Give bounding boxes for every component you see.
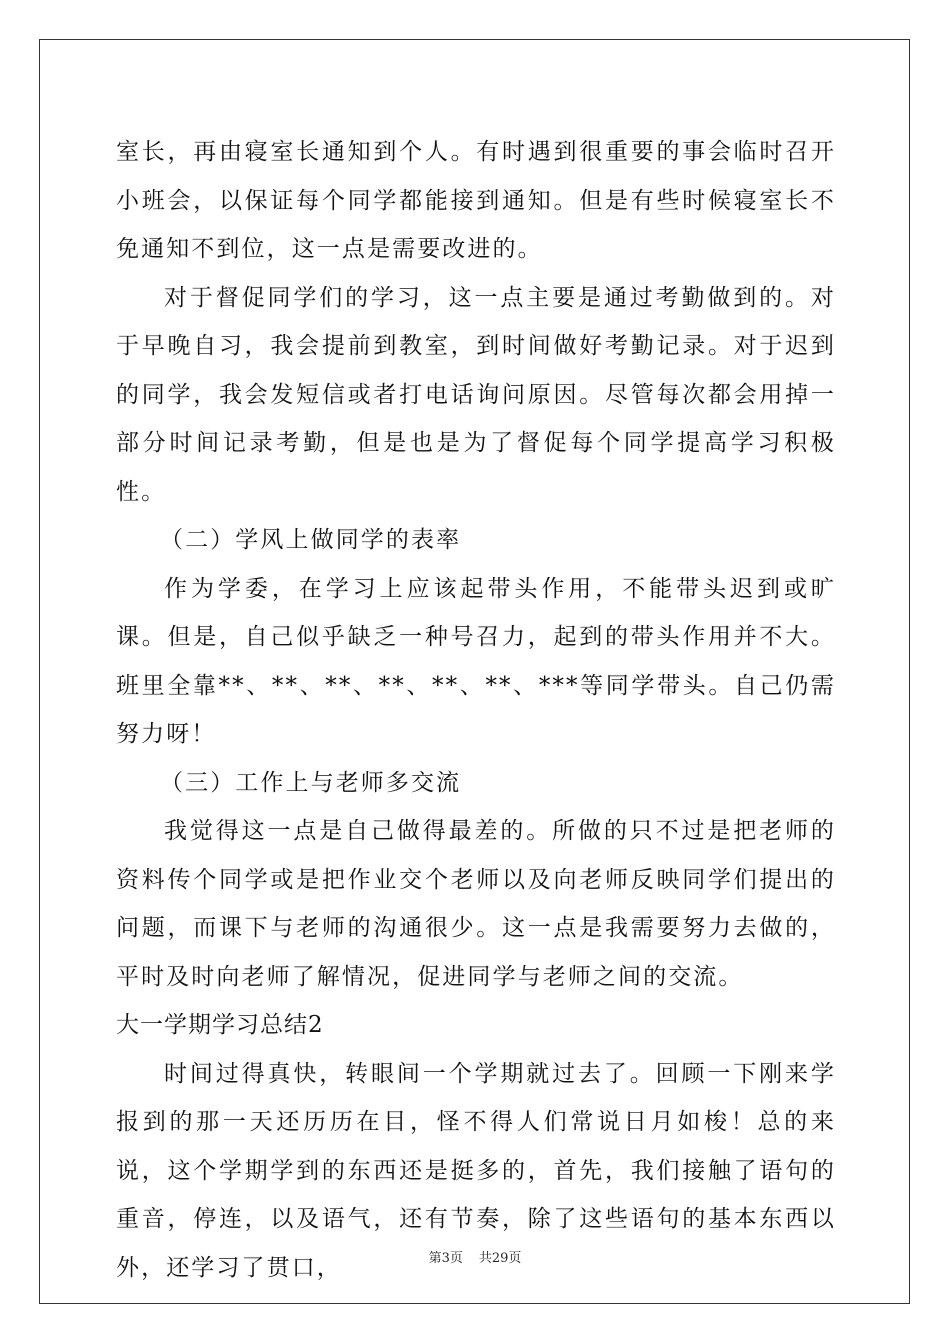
paragraph-attendance: 对于督促同学们的学习，这一点主要是通过考勤做到的。对于早晚自习，我会提前到教室，到时间做好考勤记录。对于迟到的同学，我会发短信或者打电话询问原因。尽管每次都会用掉一部分时间记录考勤，但是也是为了督促每个同学提高学习积极性。	[116, 284, 836, 505]
subheading-teacher-communication: （三）工作上与老师多交流	[160, 769, 462, 796]
paragraph-semester-review: 时间过得真快，转眼间一个学期就过去了。回顾一下刚来学报到的那一天还历历在目，怪不得人们常说日月如梭！总的来说，这个学期学到的东西还是挺多的，首先，我们接触了语句的重音，停连，以及语气，还有节奏，除了这些语句的基本东西以外，还学习了贯口，	[116, 1060, 836, 1281]
page-number: 第3页	[428, 1251, 463, 1266]
page-footer	[0, 1247, 950, 1266]
page-total: 共29页	[478, 1251, 522, 1266]
subheading-study-style: （二）学风上做同学的表率	[160, 527, 462, 553]
section-title: 大一学期学习总结2	[116, 1012, 324, 1038]
paragraph-continuation: 室长，再由寝室长通知到个人。有时遇到很重要的事会临时召开小班会，以保证每个同学都能接到通知。但是有些时候寝室长不免通知不到位，这一点是需要改进的。	[116, 139, 836, 262]
document-body	[116, 128, 836, 1292]
paragraph-teacher-communication: 我觉得这一点是自己做得最差的。所做的只不过是把老师的资料传个同学或是把作业交个老师以及向老师反映同学们提出的问题，而课下与老师的沟通很少。这一点是我需要努力去做的，平时及时向老师了解情况，促进同学与老师之间的交流。	[116, 818, 836, 990]
paragraph-role-model: 作为学委，在学习上应该起带头作用，不能带头迟到或旷课。但是，自己似乎缺乏一种号召力，起到的带头作用并不大。班里全靠**、**、**、**、**、**、***等同学带头。自己仍需努力呀！	[116, 575, 836, 747]
